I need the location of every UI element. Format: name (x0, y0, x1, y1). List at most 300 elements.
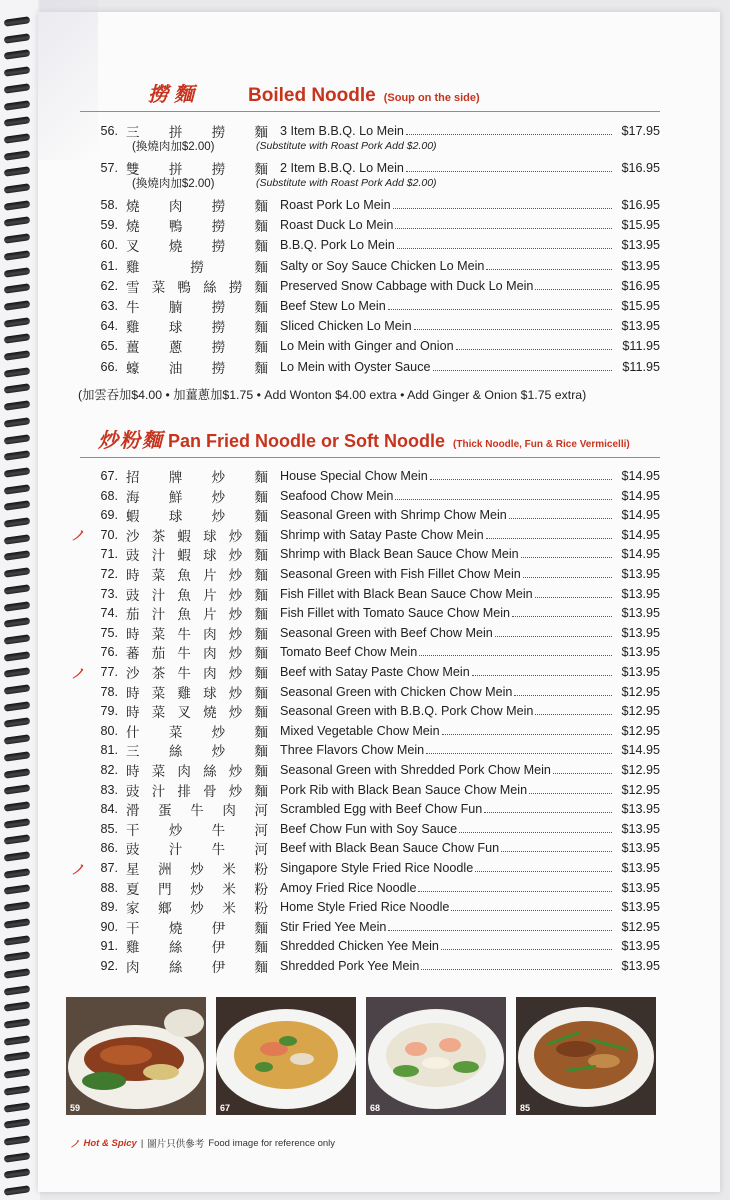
cn-char: 燒 (168, 239, 183, 256)
item-price: $13.95 (621, 880, 660, 895)
cn-char: 撈 (228, 279, 243, 296)
item-name-cn (126, 544, 268, 564)
cn-char: 雙 (126, 162, 140, 178)
binding-coil (4, 534, 31, 545)
dot-leader (406, 171, 612, 172)
menu-item (70, 682, 660, 702)
menu-item (70, 780, 660, 800)
binding-coil (4, 968, 31, 979)
item-name-cn (126, 486, 268, 506)
cn-char: 門 (158, 881, 172, 898)
cn-char: 茄 (126, 607, 140, 624)
item-number: 89. (100, 900, 118, 915)
dot-leader (486, 538, 612, 539)
item-price: $13.95 (621, 586, 660, 601)
item-name-cn (126, 897, 268, 917)
binding-coil (4, 1102, 31, 1113)
binding-coil (4, 885, 31, 896)
cn-char: 雞 (126, 259, 140, 276)
dot-leader (393, 208, 612, 209)
item-price: $14.95 (621, 488, 660, 503)
binding-coil (4, 334, 31, 345)
cn-char: 炒 (190, 901, 204, 918)
binding-coil (4, 617, 31, 628)
menu-item (70, 584, 660, 604)
cn-char: 片 (203, 587, 217, 604)
item-name-en (280, 724, 614, 738)
cn-char: 絲 (203, 764, 217, 780)
cn-char: 蝦 (177, 528, 191, 545)
cn-char: 牛 (177, 666, 191, 682)
cn-char: 肉 (222, 803, 236, 820)
cn-char: 三 (126, 125, 140, 141)
item-number: 62. (100, 278, 118, 293)
binding-coil (4, 835, 31, 846)
binding-coil (4, 133, 31, 144)
item-price: $13.95 (621, 959, 660, 973)
item-price: $13.95 (621, 258, 660, 273)
binding-coil (4, 400, 31, 411)
item-name-cn (126, 603, 268, 623)
fried-noodle-header (80, 424, 660, 458)
item-name-en (280, 822, 614, 836)
item-name-cn (126, 780, 268, 800)
binding-coil (4, 1169, 31, 1180)
item-name-cn (126, 642, 268, 662)
item-label: Mixed Vegetable Chow Mein (280, 723, 440, 738)
cn-char: 麵 (254, 764, 268, 780)
photo-tag: 68 (370, 1103, 381, 1113)
cn-char: 麵 (254, 783, 268, 800)
food-photo-59 (66, 997, 206, 1115)
item-name-en (280, 218, 614, 232)
item-number: 70. (100, 527, 118, 542)
cn-char: 麵 (254, 685, 268, 702)
dot-leader (419, 655, 612, 656)
item-name-cn (126, 276, 268, 296)
item-name-cn (126, 336, 268, 356)
item-number: 71. (100, 547, 118, 562)
seafood-chow-mein-image (366, 997, 506, 1115)
item-name-cn (126, 662, 268, 682)
cn-char: 菜 (151, 685, 166, 702)
cn-char: 撈 (190, 259, 204, 276)
menu-item (70, 799, 660, 819)
cn-char: 麵 (254, 470, 268, 486)
cn-char: 絲 (203, 279, 217, 296)
item-name-en (280, 259, 614, 273)
item-name-en (280, 704, 614, 718)
binding-coil (4, 16, 31, 27)
cn-char: 粉 (254, 862, 268, 878)
binding-coil (4, 450, 31, 461)
cn-char: 麵 (254, 724, 268, 741)
menu-item (70, 466, 660, 486)
binding-coil (4, 751, 31, 762)
cn-char: 叉 (126, 239, 140, 256)
binding-coil (4, 350, 31, 361)
binding-coil (4, 1018, 31, 1029)
cn-char: 牛 (177, 626, 191, 643)
cn-char: 麵 (254, 125, 268, 141)
item-number: 68. (100, 488, 118, 503)
substitute-note-en: (Substitute with Roast Pork Add $2.00) (256, 140, 437, 152)
item-name-en (280, 802, 614, 816)
menu-item (70, 316, 660, 336)
cn-char: 排 (177, 783, 191, 800)
binding-coil (4, 501, 31, 512)
dot-leader (430, 479, 612, 480)
cn-char: 撈 (211, 125, 226, 141)
binding-coil (4, 935, 31, 946)
footer-note-en: Food image for reference only (208, 1137, 336, 1149)
binding-coil (4, 33, 31, 44)
cn-char: 鴨 (177, 279, 191, 296)
footer-separator: | (140, 1137, 144, 1149)
cn-char: 球 (203, 685, 217, 702)
binding-coil (4, 150, 31, 161)
cn-char: 米 (222, 881, 236, 898)
dot-leader (459, 832, 612, 833)
cn-char: 干 (126, 822, 140, 839)
item-name-cn (126, 740, 268, 760)
cn-char: 什 (126, 724, 140, 741)
binding-coil (4, 367, 31, 378)
cn-char: 炒 (228, 685, 243, 702)
cn-char: 球 (168, 320, 183, 337)
item-number: 58. (100, 198, 118, 212)
cn-char: 星 (126, 862, 140, 878)
cn-char: 麵 (254, 920, 268, 937)
hot-spicy-icon: ノ (70, 1139, 80, 1150)
cn-char: 骨 (203, 783, 217, 800)
item-name-cn (126, 357, 268, 377)
item-price: $14.95 (621, 743, 660, 758)
binding-coil (4, 818, 31, 829)
cn-char: 牌 (168, 470, 183, 486)
cn-char: 炒 (228, 764, 243, 780)
menu-item (70, 505, 660, 525)
item-number: 69. (100, 508, 118, 523)
cn-char: 撈 (211, 219, 226, 236)
item-number: 88. (100, 880, 118, 895)
cn-char: 鮮 (168, 489, 183, 506)
item-label: Beef with Black Bean Sauce Chow Fun (280, 841, 500, 856)
cn-char: 伊 (211, 920, 226, 937)
item-price: $11.95 (622, 339, 660, 354)
item-name-en (280, 587, 614, 601)
item-label: Seasonal Green with Shrimp Chow Mein (280, 508, 507, 523)
binding-coil (4, 668, 31, 679)
cn-char: 撈 (211, 239, 226, 256)
menu-item (70, 838, 660, 858)
cn-char: 茶 (151, 666, 166, 682)
binding-coil (4, 200, 31, 211)
cn-char: 炒 (228, 626, 243, 643)
item-label: Shredded Chicken Yee Mein (280, 939, 439, 954)
cn-char: 麵 (254, 219, 268, 236)
menu-item (70, 564, 660, 584)
binding-coil (4, 584, 31, 595)
cn-char: 炒 (228, 568, 243, 584)
fried-note: (Thick Noodle, Fun & Rice Vermicelli) (453, 439, 630, 450)
item-name-cn (126, 296, 268, 316)
cn-char: 炒 (228, 548, 243, 565)
menu-item (70, 525, 660, 545)
cn-char: 菜 (151, 626, 166, 643)
cn-char: 麵 (254, 300, 268, 316)
item-name-en (280, 319, 614, 333)
menu-item (70, 357, 660, 377)
cn-char: 雞 (177, 685, 191, 702)
item-price: $14.95 (621, 508, 660, 523)
cn-char: 夏 (126, 881, 140, 898)
item-name-cn (126, 505, 268, 525)
cn-char: 炒 (211, 509, 226, 526)
dot-leader (414, 329, 612, 330)
cn-char: 油 (168, 360, 183, 377)
item-number: 57. (100, 161, 118, 175)
cn-char: 炒 (211, 470, 226, 486)
binding-coil (4, 1118, 31, 1129)
boiled-note: (Soup on the side) (383, 92, 480, 104)
cn-char: 炒 (228, 705, 243, 722)
item-label: Tomato Beef Chow Mein (280, 645, 418, 660)
item-label: Scrambled Egg with Beef Chow Fun (280, 802, 483, 817)
cn-char: 片 (203, 607, 217, 624)
item-number: 75. (100, 625, 118, 640)
binding-coil (4, 634, 31, 645)
photo-tag: 85 (520, 1103, 531, 1113)
binding-coil (4, 1185, 31, 1196)
cn-char: 炒 (228, 783, 243, 800)
cn-char: 撈 (211, 162, 226, 178)
item-name-cn (126, 819, 268, 839)
item-number: 80. (100, 723, 118, 738)
menu-item-substitute (70, 138, 660, 154)
food-photo-68 (366, 997, 506, 1115)
cn-char: 球 (203, 548, 217, 565)
menu-item (70, 878, 660, 898)
cn-char: 牛 (126, 300, 140, 316)
item-label: Stir Fried Yee Mein (280, 919, 387, 934)
cn-char: 魚 (177, 587, 191, 604)
cn-char: 鄉 (158, 901, 172, 918)
item-price: $13.95 (621, 625, 660, 640)
dot-leader (395, 228, 612, 229)
dot-leader (395, 499, 612, 500)
binding-coil (4, 484, 31, 495)
item-label: Roast Pork Lo Mein (280, 198, 391, 212)
item-label: 2 Item B.B.Q. Lo Mein (280, 161, 404, 175)
binding-coil (4, 985, 31, 996)
item-price: $11.95 (622, 359, 660, 374)
cn-char: 汁 (151, 548, 166, 565)
item-price: $13.95 (621, 665, 660, 679)
cn-char: 炒 (211, 724, 226, 741)
cn-char: 洲 (158, 862, 172, 878)
cn-char: 茶 (151, 528, 166, 545)
item-number: 72. (100, 567, 118, 581)
cn-char: 麵 (254, 340, 268, 357)
item-name-cn (126, 721, 268, 741)
item-name-cn (126, 215, 268, 235)
cn-char: 肉 (203, 646, 217, 663)
binding-coil (4, 250, 31, 261)
item-price: $13.95 (621, 802, 660, 817)
item-label: Beef Stew Lo Mein (280, 299, 386, 313)
item-name-cn (126, 195, 268, 215)
item-label: Lo Mein with Oyster Sauce (280, 359, 431, 374)
cn-char: 蝦 (126, 509, 140, 526)
cn-char: 蕃 (126, 646, 140, 663)
binding-coil (4, 434, 31, 445)
cn-char: 燒 (126, 199, 140, 215)
cn-char: 牛 (177, 646, 191, 663)
cn-char: 麵 (254, 705, 268, 722)
cn-char: 炒 (228, 607, 243, 624)
cn-char: 麵 (254, 162, 268, 178)
cn-char: 米 (222, 862, 236, 878)
item-name-en (280, 939, 614, 953)
cn-char: 麵 (254, 320, 268, 337)
item-number: 82. (100, 763, 118, 777)
photo-tag: 59 (70, 1103, 81, 1113)
cn-char: 米 (222, 901, 236, 918)
item-label: Amoy Fried Rice Noodle (280, 880, 417, 895)
cn-char: 蛋 (158, 803, 172, 820)
item-name-cn (126, 564, 268, 584)
item-name-en (280, 469, 614, 483)
cn-char: 雞 (126, 320, 140, 337)
binding-coil (4, 1152, 31, 1163)
item-price: $12.95 (621, 919, 660, 934)
binding-coil (4, 517, 31, 528)
dot-leader (535, 714, 612, 715)
item-number: 84. (100, 802, 118, 817)
item-name-cn (126, 584, 268, 604)
binding-coil (4, 283, 31, 294)
page-footer (70, 1136, 335, 1150)
cn-char: 伊 (211, 940, 226, 957)
binding-coil (4, 801, 31, 812)
item-label: Pork Rib with Black Bean Sauce Chow Mein (280, 782, 528, 797)
food-photo-85 (516, 997, 656, 1115)
item-price: $16.95 (621, 278, 660, 293)
menu-item (70, 486, 660, 506)
fried-title-en: Pan Fried Noodle or Soft Noodle (168, 431, 446, 451)
binding-coil (4, 217, 31, 228)
dot-leader (472, 675, 612, 676)
item-label: Seasonal Green with Beef Chow Mein (280, 625, 493, 640)
cn-char: 麵 (254, 940, 268, 957)
binding-coil (4, 651, 31, 662)
dot-leader (509, 518, 612, 519)
cn-char: 燒 (126, 219, 140, 236)
item-label: Shrimp with Satay Paste Chow Mein (280, 527, 484, 542)
item-name-cn (126, 936, 268, 956)
item-name-en (280, 279, 614, 293)
cn-char: 茄 (151, 646, 166, 663)
binding-coil (4, 167, 31, 178)
menu-item (70, 296, 660, 316)
cn-char: 撈 (211, 320, 226, 337)
item-label: 3 Item B.B.Q. Lo Mein (280, 124, 404, 138)
binding-coil (4, 784, 31, 795)
item-number: 61. (100, 258, 118, 273)
cn-char: 時 (126, 568, 140, 584)
item-price: $15.95 (621, 218, 660, 233)
menu-item (70, 936, 660, 956)
cn-char: 魚 (177, 607, 191, 624)
menu-item (70, 276, 660, 296)
binding-coil (4, 1068, 31, 1079)
item-number: 60. (100, 238, 118, 253)
item-name-en (280, 360, 614, 374)
cn-char: 炒 (228, 666, 243, 682)
cn-char: 汁 (151, 607, 166, 624)
item-price: $13.95 (621, 606, 660, 621)
cn-char: 鴨 (168, 219, 183, 236)
cn-char: 麵 (254, 360, 268, 377)
roast-duck-lo-mein-image (66, 997, 206, 1115)
item-name-en (280, 841, 614, 855)
item-name-cn (126, 701, 268, 721)
item-name-cn (126, 838, 268, 858)
cn-char: 雞 (126, 940, 140, 957)
cn-char: 炒 (211, 489, 226, 506)
item-price: $14.95 (621, 527, 660, 542)
dot-leader (406, 134, 612, 135)
item-price: $13.95 (621, 900, 660, 915)
cn-char: 菜 (151, 764, 166, 780)
menu-item (70, 740, 660, 760)
cn-char: 球 (203, 528, 217, 545)
item-name-en (280, 900, 614, 914)
binding-coil (4, 1002, 31, 1013)
item-name-en (280, 665, 614, 679)
item-name-en (280, 238, 614, 252)
cn-char: 絲 (168, 940, 183, 957)
cn-char: 麵 (254, 528, 268, 545)
binding-coil (4, 684, 31, 695)
dot-leader (388, 930, 612, 931)
item-label: Singapore Style Fried Rice Noodle (280, 861, 474, 875)
item-name-cn (126, 956, 268, 976)
binding-coil (4, 467, 31, 478)
binding-coil (4, 901, 31, 912)
item-price: $13.95 (621, 319, 660, 334)
item-price: $13.95 (621, 939, 660, 954)
item-name-cn (126, 760, 268, 780)
dot-leader (521, 557, 612, 558)
dot-leader (451, 910, 612, 911)
binding-coil (4, 701, 31, 712)
binding-coil (4, 551, 31, 562)
cn-char: 麵 (254, 666, 268, 682)
item-price: $13.95 (621, 841, 660, 856)
boiled-title-en: Boiled Noodle (248, 85, 376, 106)
item-name-en (280, 339, 614, 353)
binding-coil (4, 116, 31, 127)
cn-char: 麵 (254, 199, 268, 215)
binding-coil (4, 1052, 31, 1063)
item-label: Salty or Soy Sauce Chicken Lo Mein (280, 258, 485, 273)
item-price: $12.95 (621, 704, 660, 719)
cn-char: 麵 (254, 239, 268, 256)
dot-leader (535, 289, 612, 290)
cn-char: 腩 (168, 300, 183, 316)
